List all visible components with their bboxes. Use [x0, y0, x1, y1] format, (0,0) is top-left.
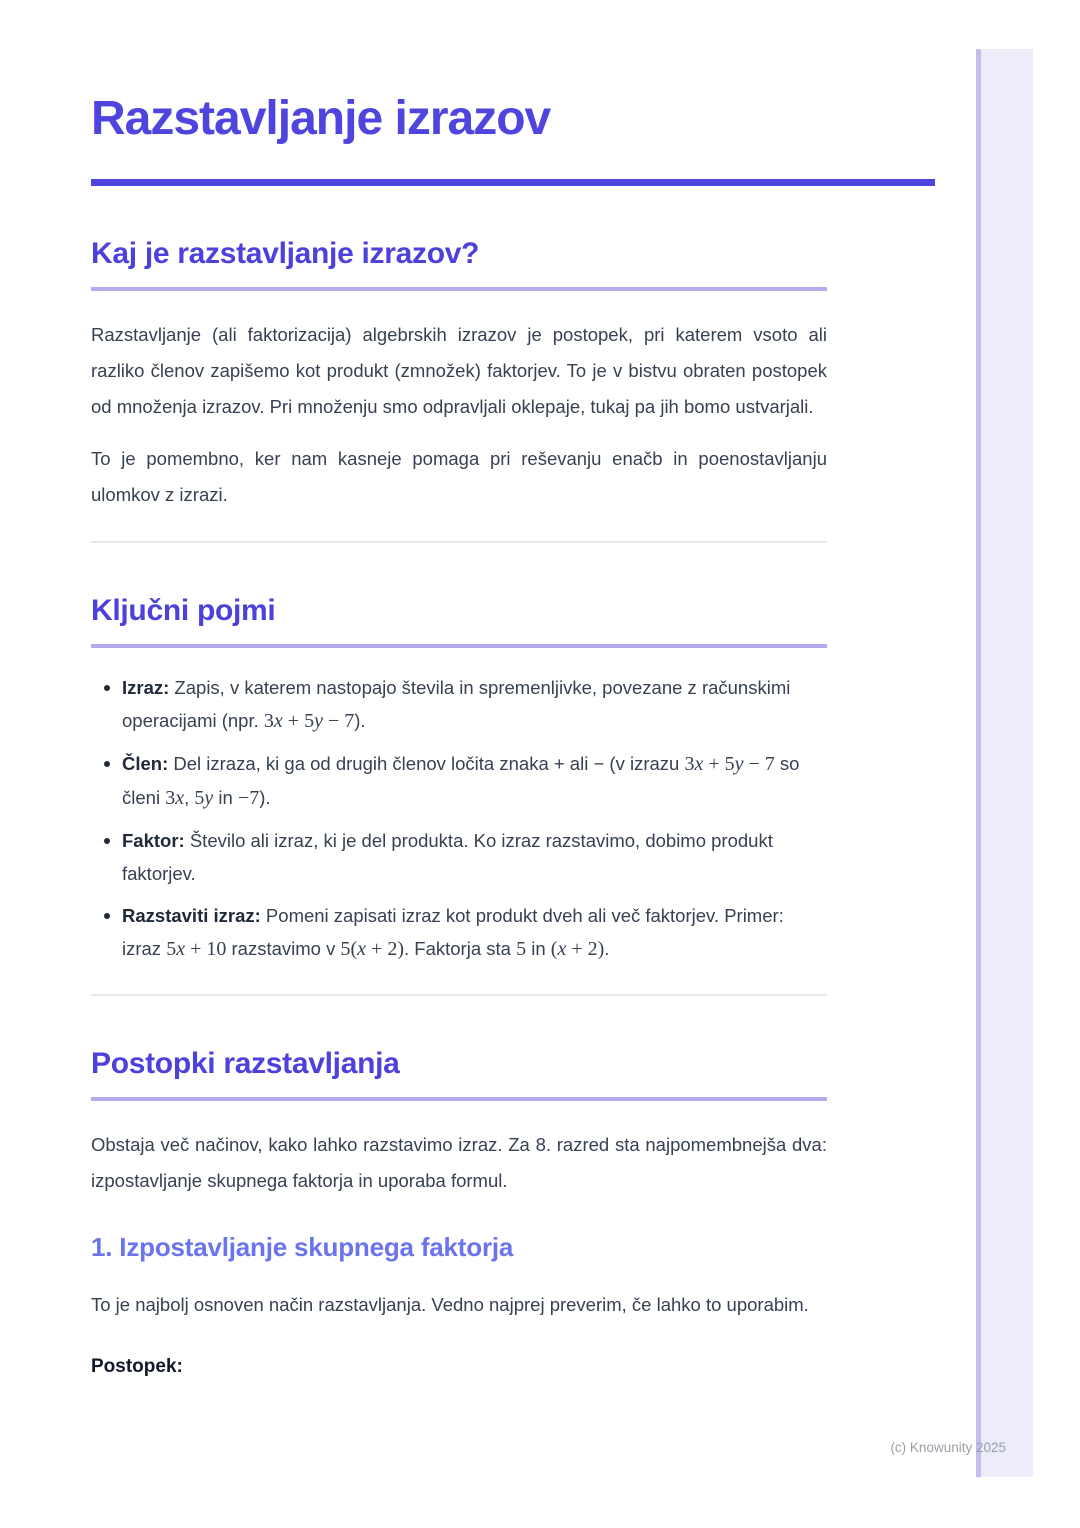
term-label: Faktor: — [122, 830, 185, 851]
term-text: ). — [354, 710, 366, 731]
term-text: ). — [259, 787, 271, 808]
section-heading-what: Kaj je razstavljanje izrazov? — [91, 237, 480, 270]
section-key-terms — [91, 591, 827, 966]
term-item — [91, 747, 827, 815]
math-expression: 5(x + 2) — [340, 938, 404, 960]
term-label: Izraz: — [122, 677, 170, 698]
math-expression: 3x — [165, 787, 185, 809]
section-what-is-factoring — [91, 234, 827, 513]
math-expression: (x + 2) — [550, 938, 605, 960]
term-text: . Faktorja sta — [404, 938, 517, 959]
heading-rule — [91, 1097, 827, 1101]
term-text: Pomeni zapisati izraz kot produkt dveh ali več faktorjev. Primer: izraz — [122, 905, 784, 959]
term-text: Zapis, v katerem nastopajo števila in spremenljivke, povezane z računskimi operacijami (npr. — [122, 677, 791, 731]
term-item — [91, 671, 827, 738]
terms-list — [91, 671, 827, 966]
subsection-heading-common-factor: 1. Izpostavljanje skupnega faktorja — [91, 1232, 514, 1262]
section-heading-methods: Postopki razstavljanja — [91, 1047, 400, 1080]
paragraph-common-factor-1: To je najbolj osnoven način razstavljanja. Vedno najprej preverim, če lahko to uporabim. — [91, 1294, 809, 1315]
term-label: Razstaviti izraz: — [122, 905, 261, 926]
section-methods — [91, 1044, 827, 1385]
math-expression: 3x + 5y − 7 — [684, 753, 775, 775]
math-expression: −7 — [237, 787, 260, 809]
term-text: Število ali izraz, ki je del produkta. Ko izraz razstavimo, dobimo produkt faktorjev. — [122, 830, 773, 884]
heading-rule — [91, 644, 827, 648]
math-expression: 5x + 10 — [166, 938, 227, 960]
term-text: . — [604, 938, 610, 959]
term-text: in — [526, 938, 551, 959]
term-text: in — [213, 787, 238, 808]
section-heading-terms: Ključni pojmi — [91, 594, 276, 627]
bullet-dot — [104, 685, 110, 691]
procedure-label: Postopek: — [91, 1356, 183, 1377]
heading-rule — [91, 287, 827, 291]
page-edge-stripe — [976, 49, 1033, 1477]
title-rule — [91, 179, 935, 186]
term-text: razstavimo v — [226, 938, 341, 959]
term-text: , — [184, 787, 195, 808]
term-item — [91, 824, 827, 890]
bullet-dot — [104, 838, 110, 844]
document-content — [91, 0, 827, 1385]
paragraph-methods-1: Obstaja več načinov, kako lahko razstavimo izraz. Za 8. razred sta najpomembnejša dva: izpostavljanje skupnega faktorja in uporaba formul. — [91, 1134, 827, 1191]
bullet-dot — [104, 761, 110, 767]
math-expression: 5y — [194, 787, 214, 809]
paragraph-what-1: Razstavljanje (ali faktorizacija) algebrskih izrazov je postopek, pri katerem vsoto ali razliko členov zapišemo kot produkt (zmnožek) faktorjev. To je v bistvu obraten postopek od množenja izrazov. Pri množenju smo odpravljali oklepaje, tukaj pa jih bomo ustvarjali. — [91, 324, 827, 417]
math-expression: 3x + 5y − 7 — [263, 710, 355, 732]
paragraph-what-2: To je pomembno, ker nam kasneje pomaga pri reševanju enačb in poenostavljanju ulomkov z izrazi. — [91, 448, 827, 505]
bullet-dot — [104, 913, 110, 919]
term-text: so členi — [122, 753, 800, 808]
term-label: Člen: — [122, 753, 169, 774]
section-divider — [91, 994, 827, 996]
term-item — [91, 899, 827, 966]
page-title: Razstavljanje izrazov — [91, 92, 551, 145]
term-text: Del izraza, ki ga od drugih členov ločita znaka + ali − (v izrazu — [168, 753, 685, 774]
math-expression: 5 — [516, 938, 527, 960]
section-divider — [91, 541, 827, 543]
copyright-notice: (c) Knowunity 2025 — [890, 1440, 1006, 1455]
